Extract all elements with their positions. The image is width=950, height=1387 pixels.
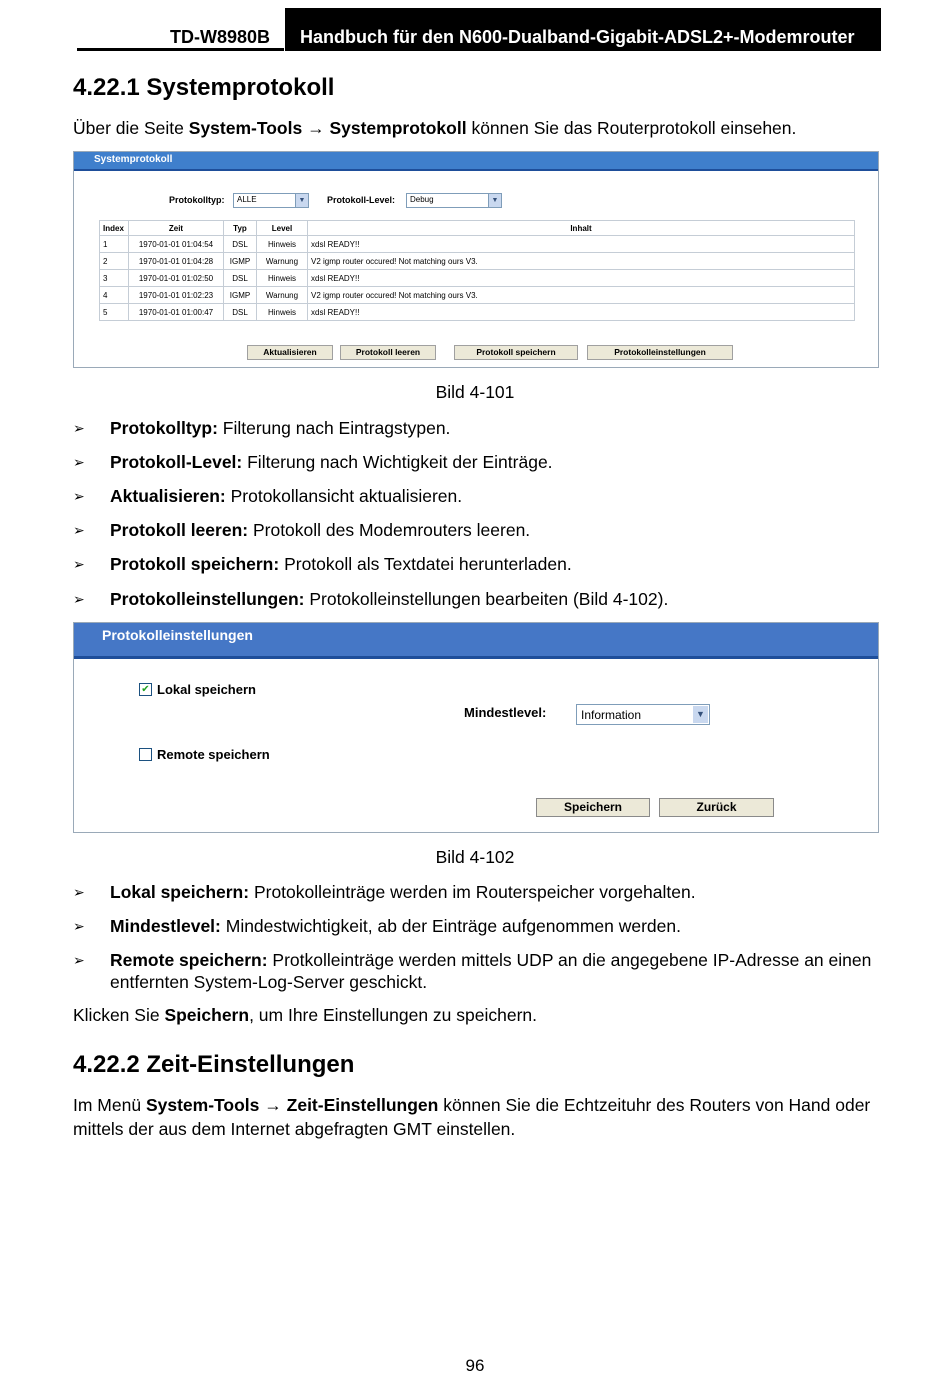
- bullet-desc: Protokoll als Textdatei herunterladen.: [279, 554, 572, 574]
- protokolltyp-label: Protokolltyp:: [169, 195, 225, 205]
- log-table-header: [100, 221, 855, 236]
- lokal-speichern-label: Lokal speichern: [157, 682, 256, 697]
- table-cell: 5: [100, 304, 129, 321]
- chevron-down-icon[interactable]: ▼: [693, 706, 708, 723]
- table-cell: xdsl READY!!: [308, 304, 855, 321]
- header-model: TD-W8980B: [170, 27, 271, 47]
- table-cell: 1970-01-01 01:00:47: [129, 304, 224, 321]
- protokolleinstellungen-button[interactable]: Protokolleinstellungen: [587, 345, 733, 360]
- table-row: [100, 287, 855, 304]
- bullet-desc: Filterung nach Wichtigkeit der Einträge.: [242, 452, 553, 472]
- header-underline: [77, 48, 284, 51]
- col-index: Index: [100, 221, 129, 236]
- table-cell: 1970-01-01 01:04:54: [129, 236, 224, 253]
- table-cell: Hinweis: [257, 270, 308, 287]
- section-heading-zeit-einstellungen: 4.22.2 Zeit-Einstellungen: [73, 1051, 355, 1078]
- col-level: Level: [257, 221, 308, 236]
- bullet-term: Remote speichern:: [110, 950, 268, 970]
- lokal-speichern-checkbox[interactable]: ✔: [139, 683, 152, 696]
- figure-caption-4-101: Bild 4-101: [435, 382, 515, 402]
- mindestlevel-select[interactable]: [576, 704, 710, 725]
- bullet-term: Protokolltyp:: [110, 418, 218, 438]
- table-cell: 3: [100, 270, 129, 287]
- intro-text: können Sie das Routerprotokoll einsehen.: [466, 118, 797, 138]
- screenshot-title-bar: [74, 623, 878, 659]
- arrow-bullet-icon: ➢: [73, 591, 85, 607]
- col-zeit: Zeit: [129, 221, 224, 236]
- mindestlevel-label: Mindestlevel:: [464, 705, 547, 720]
- protokoll-level-value: Debug: [410, 195, 434, 204]
- section1-intro: [73, 116, 796, 140]
- log-table: [99, 220, 855, 321]
- bullet-desc: Mindestwichtigkeit, ab der Einträge aufgenommen werden.: [220, 916, 681, 936]
- header-title: Handbuch für den N600-Dualband-Gigabit-ADSL2+-Modemrouter: [300, 27, 855, 47]
- bullet-desc: Protokollansicht aktualisieren.: [225, 486, 463, 506]
- col-typ: Typ: [224, 221, 257, 236]
- bullet-term: Protokoll speichern:: [110, 554, 280, 574]
- table-row: [100, 270, 855, 287]
- protokolleinstellungen-screenshot: [73, 622, 879, 833]
- table-cell: V2 igmp router occured! Not matching ours V3.: [308, 287, 855, 304]
- protokoll-level-label: Protokoll-Level:: [327, 195, 396, 205]
- intro-text: Im Menü: [73, 1095, 146, 1115]
- protokolltyp-value: ALLE: [237, 195, 257, 204]
- arrow-bullet-icon: ➢: [73, 556, 85, 572]
- table-cell: 1970-01-01 01:02:50: [129, 270, 224, 287]
- bullet-term: Protokoll-Level:: [110, 452, 243, 472]
- mindestlevel-value: Information: [581, 708, 642, 722]
- table-row: [100, 253, 855, 270]
- table-cell: V2 igmp router occured! Not matching ours V3.: [308, 253, 855, 270]
- speichern-button[interactable]: Speichern: [536, 798, 650, 817]
- bullet-term: Lokal speichern:: [110, 882, 250, 902]
- bullet-term: Aktualisieren:: [110, 486, 226, 506]
- systemprotokoll-screenshot: [73, 151, 879, 368]
- arrow-bullet-icon: ➢: [73, 884, 85, 900]
- bullet-term: Protokolleinstellungen:: [110, 589, 305, 609]
- table-cell: 1: [100, 236, 129, 253]
- aktualisieren-button[interactable]: Aktualisieren: [247, 345, 333, 360]
- arrow-bullet-icon: ➢: [73, 454, 85, 470]
- table-cell: 2: [100, 253, 129, 270]
- intro-text: können Sie die Echtzeituhr des Routers von Hand oder mittels der aus dem Internet abgefragten GMT einstellen.: [73, 1095, 871, 1139]
- intro-text: Über die Seite: [73, 118, 189, 138]
- note-text: Klicken Sie: [73, 1005, 165, 1025]
- protokoll-leeren-button[interactable]: Protokoll leeren: [340, 345, 436, 360]
- table-cell: DSL: [224, 270, 257, 287]
- screenshot-title: Protokolleinstellungen: [102, 627, 253, 643]
- table-cell: DSL: [224, 304, 257, 321]
- arrow-glyph: →: [259, 1095, 287, 1115]
- table-cell: 4: [100, 287, 129, 304]
- page-number: 96: [465, 1356, 485, 1375]
- table-cell: IGMP: [224, 287, 257, 304]
- bullet-desc: Protokoll des Modemrouters leeren.: [248, 520, 531, 540]
- menu-path-zeit-einstellungen: Zeit-Einstellungen: [286, 1095, 439, 1115]
- zurueck-button[interactable]: Zurück: [659, 798, 774, 817]
- table-cell: Warnung: [257, 287, 308, 304]
- chevron-down-icon[interactable]: ▼: [295, 194, 308, 207]
- table-cell: xdsl READY!!: [308, 236, 855, 253]
- menu-path-system-tools: System-Tools: [145, 1095, 260, 1115]
- bullet-term: Mindestlevel:: [110, 916, 221, 936]
- menu-path-system-tools: System-Tools: [188, 118, 303, 138]
- chevron-down-icon[interactable]: ▼: [488, 194, 501, 207]
- screenshot-title-bar: [74, 152, 878, 171]
- col-inhalt: Inhalt: [308, 221, 855, 236]
- arrow-bullet-icon: ➢: [73, 522, 85, 538]
- bullet-desc: Filterung nach Eintragstypen.: [217, 418, 451, 438]
- section2-intro: [73, 1093, 883, 1141]
- table-cell: DSL: [224, 236, 257, 253]
- table-cell: 1970-01-01 01:02:23: [129, 287, 224, 304]
- table-cell: Hinweis: [257, 304, 308, 321]
- arrow-bullet-icon: ➢: [73, 952, 85, 968]
- remote-speichern-checkbox[interactable]: [139, 748, 152, 761]
- protokolltyp-select[interactable]: [233, 193, 309, 208]
- save-note: [73, 1003, 537, 1027]
- table-cell: Hinweis: [257, 236, 308, 253]
- note-text: , um Ihre Einstellungen zu speichern.: [249, 1005, 538, 1025]
- arrow-bullet-icon: ➢: [73, 918, 85, 934]
- bullet-desc: Protokolleinstellungen bearbeiten (Bild 4-102).: [304, 589, 669, 609]
- arrow-bullet-icon: ➢: [73, 488, 85, 504]
- protokoll-level-select[interactable]: [406, 193, 502, 208]
- section-heading-systemprotokoll: 4.22.1 Systemprotokoll: [73, 74, 335, 101]
- table-cell: xdsl READY!!: [308, 270, 855, 287]
- table-row: [100, 304, 855, 321]
- table-row: [100, 236, 855, 253]
- bullet-desc: Protkolleinträge werden mittels UDP an die angegebene IP-Adresse an einen entfernten System-Log-Server geschickt.: [110, 950, 872, 992]
- table-cell: Warnung: [257, 253, 308, 270]
- protokoll-speichern-button[interactable]: Protokoll speichern: [454, 345, 578, 360]
- arrow-glyph: →: [302, 118, 330, 138]
- table-cell: 1970-01-01 01:04:28: [129, 253, 224, 270]
- note-bold: Speichern: [164, 1005, 250, 1025]
- menu-path-systemprotokoll: Systemprotokoll: [329, 118, 467, 138]
- screenshot-title: Systemprotokoll: [94, 154, 173, 165]
- table-cell: IGMP: [224, 253, 257, 270]
- arrow-bullet-icon: ➢: [73, 420, 85, 436]
- figure-caption-4-102: Bild 4-102: [435, 847, 515, 867]
- bullet-desc: Protokolleinträge werden im Routerspeicher vorgehalten.: [249, 882, 696, 902]
- remote-speichern-label: Remote speichern: [157, 747, 270, 762]
- bullet-term: Protokoll leeren:: [110, 520, 249, 540]
